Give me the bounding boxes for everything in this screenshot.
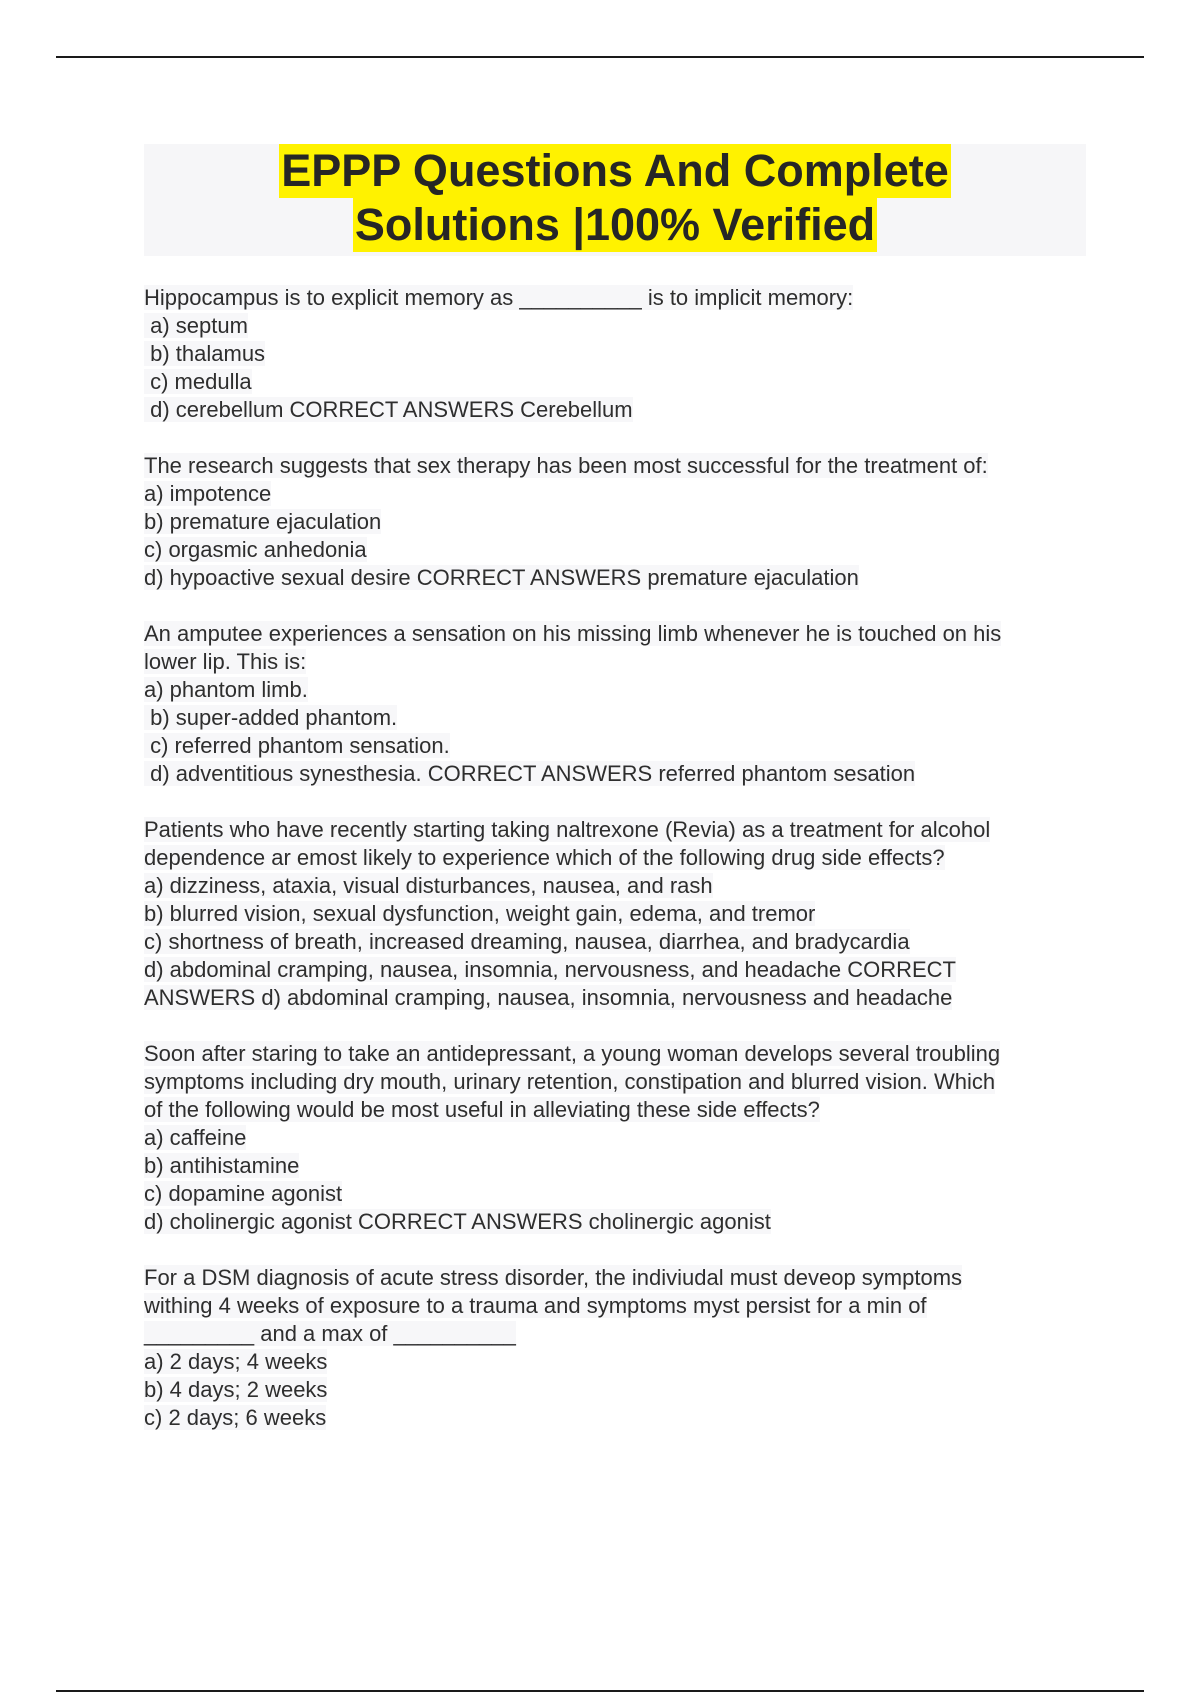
question-line: lower lip. This is: bbox=[144, 649, 307, 674]
title-line-2: Solutions |100% Verified bbox=[354, 199, 876, 250]
option-line: c) dopamine agonist bbox=[144, 1181, 343, 1206]
question-block bbox=[144, 452, 1094, 592]
option-line: c) shortness of breath, increased dreaming, nausea, diarrhea, and bradycardia bbox=[144, 929, 910, 954]
option-line: b) antihistamine bbox=[144, 1153, 300, 1178]
question-line: _________ and a max of __________ bbox=[144, 1321, 516, 1346]
option-line: a) phantom limb. bbox=[144, 677, 308, 702]
option-line: c) orgasmic anhedonia bbox=[144, 537, 367, 562]
question-line: of the following would be most useful in alleviating these side effects? bbox=[144, 1097, 820, 1122]
question-line: Soon after staring to take an antidepressant, a young woman develops several troubling bbox=[144, 1041, 1001, 1066]
question-line: dependence ar emost likely to experience which of the following drug side effects? bbox=[144, 845, 945, 870]
question-line: An amputee experiences a sensation on his missing limb whenever he is touched on his bbox=[144, 621, 1002, 646]
answer-line: ANSWERS d) abdominal cramping, nausea, insomnia, nervousness and headache bbox=[144, 985, 953, 1010]
answer-line: d) hypoactive sexual desire CORRECT ANSWERS premature ejaculation bbox=[144, 565, 859, 590]
bottom-rule bbox=[56, 1690, 1144, 1692]
question-block bbox=[144, 816, 1094, 1012]
option-line: b) blurred vision, sexual dysfunction, weight gain, edema, and tremor bbox=[144, 901, 816, 926]
answer-line: d) cerebellum CORRECT ANSWERS Cerebellum bbox=[144, 397, 633, 422]
question-block bbox=[144, 1040, 1094, 1236]
option-line: c) referred phantom sensation. bbox=[144, 733, 450, 758]
question-line: The research suggests that sex therapy has been most successful for the treatment of: bbox=[144, 453, 988, 478]
top-rule bbox=[56, 56, 1144, 58]
answer-line: d) abdominal cramping, nausea, insomnia, nervousness, and headache CORRECT bbox=[144, 957, 956, 982]
answer-line: d) adventitious synesthesia. CORRECT ANSWERS referred phantom sesation bbox=[144, 761, 916, 786]
question-block bbox=[144, 620, 1094, 788]
option-line: a) impotence bbox=[144, 481, 272, 506]
option-line: a) septum bbox=[144, 313, 248, 338]
option-line: b) super-added phantom. bbox=[144, 705, 398, 730]
title-line-1: EPPP Questions And Complete bbox=[281, 145, 949, 196]
answer-line: d) cholinergic agonist CORRECT ANSWERS cholinergic agonist bbox=[144, 1209, 771, 1234]
option-line: b) 4 days; 2 weeks bbox=[144, 1377, 328, 1402]
option-line: a) dizziness, ataxia, visual disturbances, nausea, and rash bbox=[144, 873, 713, 898]
question-line: For a DSM diagnosis of acute stress disorder, the indiviudal must deveop symptoms bbox=[144, 1265, 963, 1290]
option-line: c) medulla bbox=[144, 369, 252, 394]
question-block bbox=[144, 1264, 1094, 1432]
question-line: Patients who have recently starting taking naltrexone (Revia) as a treatment for alcohol bbox=[144, 817, 991, 842]
questions-list bbox=[144, 284, 1094, 1460]
option-line: a) caffeine bbox=[144, 1125, 247, 1150]
option-line: b) premature ejaculation bbox=[144, 509, 382, 534]
question-line: withing 4 weeks of exposure to a trauma and symptoms myst persist for a min of bbox=[144, 1293, 927, 1318]
option-line: a) 2 days; 4 weeks bbox=[144, 1349, 328, 1374]
question-line: symptoms including dry mouth, urinary retention, constipation and blurred vision. Which bbox=[144, 1069, 996, 1094]
document-title bbox=[144, 144, 1086, 256]
option-line: b) thalamus bbox=[144, 341, 266, 366]
question-block bbox=[144, 284, 1094, 424]
option-line: c) 2 days; 6 weeks bbox=[144, 1405, 327, 1430]
question-line: Hippocampus is to explicit memory as __________ is to implicit memory: bbox=[144, 285, 854, 310]
